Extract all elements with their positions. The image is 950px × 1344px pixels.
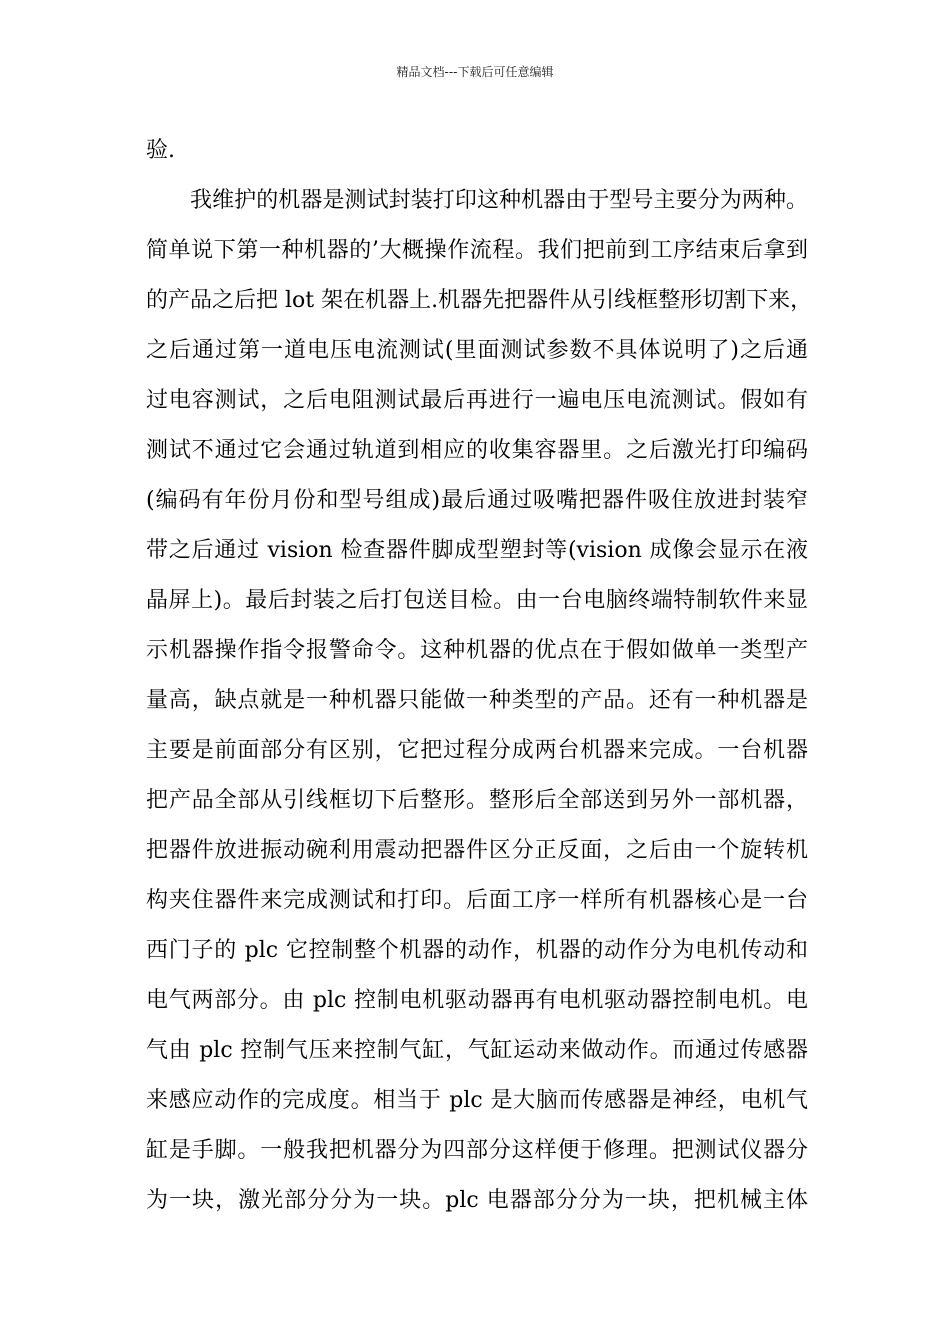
text-line: 验. (146, 138, 175, 163)
text-line: 为一块，激光部分分为一块。plc 电器部分分为一块，把机械主体 (146, 1188, 808, 1213)
text-line: 带之后通过 vision 检查器件脚成型塑封等(vision 成像会显示在液 (146, 538, 808, 563)
text-line: 我维护的机器是测试封装打印这种机器由于型号主要分为两种。 (190, 188, 808, 213)
text-line: 主要是前面部分有区别，它把过程分成两台机器来完成。一台机器 (146, 738, 808, 763)
text-line: 量高，缺点就是一种机器只能做一种类型的产品。还有一种机器是 (146, 688, 808, 713)
text-line: 之后通过第一道电压电流测试(里面测试参数不具体说明了)之后通 (146, 338, 808, 363)
text-line: 气由 plc 控制气压来控制气缸，气缸运动来做动作。而通过传感器 (146, 1038, 808, 1063)
text-line: 西门子的 plc 它控制整个机器的动作，机器的动作分为电机传动和 (146, 938, 808, 963)
text-line: 把器件放进振动碗利用震动把器件区分正反面，之后由一个旋转机 (146, 838, 808, 863)
body-text (146, 126, 813, 1226)
text-line: 把产品全部从引线框切下后整形。整形后全部送到另外一部机器， (146, 788, 808, 813)
page-header: 精品文档---下载后可任意编辑 (396, 65, 554, 79)
text-line: 构夹住器件来完成测试和打印。后面工序一样所有机器核心是一台 (146, 888, 808, 913)
text-line: 示机器操作指令报警命令。这种机器的优点在于假如做单一类型产 (146, 638, 808, 663)
text-line: 过电容测试，之后电阻测试最后再进行一遍电压电流测试。假如有 (146, 388, 808, 413)
text-line: 晶屏上)。最后封装之后打包送目检。由一台电脑终端特制软件来显 (146, 588, 808, 613)
text-line: 测试不通过它会通过轨道到相应的收集容器里。之后激光打印编码 (146, 438, 808, 463)
text-line: 缸是手脚。一般我把机器分为四部分这样便于修理。把测试仪器分 (146, 1138, 808, 1163)
text-line: 来感应动作的完成度。相当于 plc 是大脑而传感器是神经，电机气 (146, 1088, 808, 1113)
text-line: 的产品之后把 lot 架在机器上.机器先把器件从引线框整形切割下来， (146, 288, 813, 313)
text-line: 简单说下第一种机器的’大概操作流程。我们把前到工序结束后拿到 (146, 238, 808, 263)
text-line: 电气两部分。由 plc 控制电机驱动器再有电机驱动器控制电机。电 (146, 988, 808, 1013)
text-line: (编码有年份月份和型号组成)最后通过吸嘴把器件吸住放进封装窄 (146, 488, 808, 513)
